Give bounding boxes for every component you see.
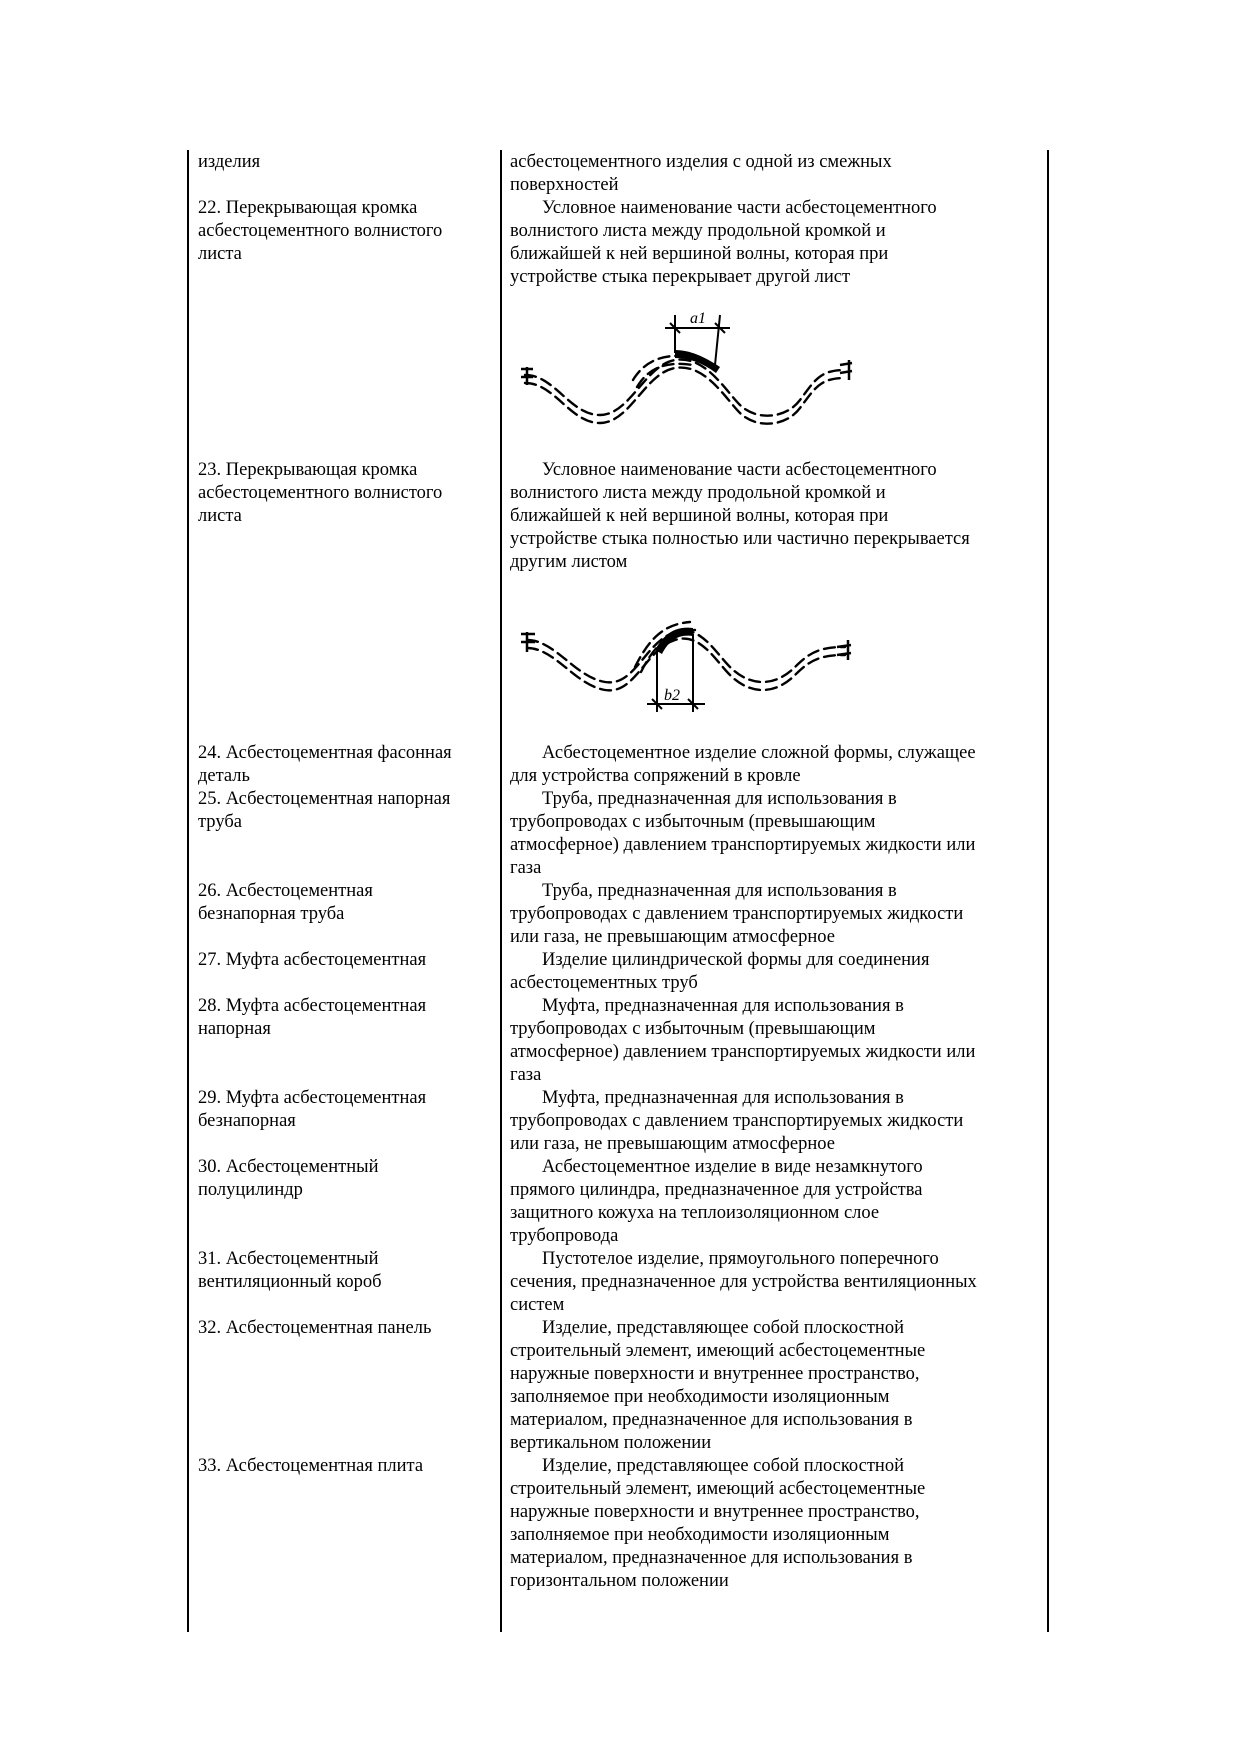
definition-cell: Муфта, предназначенная для использования в трубопроводах с избыточным (превышающим атмосферное) давлением транспортируемых жидкости или газа	[510, 996, 976, 1085]
term-cell: 26. Асбестоцементная безнапорная труба	[198, 881, 373, 924]
term-cell: изделия	[198, 152, 261, 172]
term-cell: 23. Перекрывающая кромка асбестоцементного волнистого листа	[198, 460, 443, 526]
definition-cell: Условное наименование части асбестоцементного волнистого листа между продольной кромкой и ближайшей к ней вершиной волны, которая при устройстве стыка перекрывает другой лист	[510, 198, 937, 287]
definition-cell: Асбестоцементное изделие в виде незамкнутого прямого цилиндра, предназначенное для устройства защитного кожуха на теплоизоляционном слое трубопровода	[510, 1157, 923, 1246]
corrugated-sheet-overlap-figure-a1	[515, 305, 855, 440]
figure-label-a1: a1	[690, 310, 706, 327]
term-cell: 25. Асбестоцементная напорная труба	[198, 789, 451, 832]
definition-cell: Пустотелое изделие, прямоугольного поперечного сечения, предназначенное для устройства вентиляционных систем	[510, 1249, 977, 1315]
term-cell: 27. Муфта асбестоцементная	[198, 950, 427, 970]
term-cell: 32. Асбестоцементная панель	[198, 1318, 432, 1338]
definition-cell: Условное наименование части асбестоцементного волнистого листа между продольной кромкой и ближайшей к ней вершиной волны, которая при устройстве стыка полностью или частично перекрывается другим листом	[510, 460, 970, 572]
definition-cell: Труба, предназначенная для использования в трубопроводах с избыточным (превышающим атмосферное) давлением транспортируемых жидкости или газа	[510, 789, 976, 878]
term-cell: 29. Муфта асбестоцементная безнапорная	[198, 1088, 427, 1131]
definition-cell: асбестоцементного изделия с одной из смежных поверхностей	[510, 152, 892, 195]
term-cell: 22. Перекрывающая кромка асбестоцементного волнистого листа	[198, 198, 443, 264]
definition-cell: Труба, предназначенная для использования в трубопроводах с давлением транспортируемых жидкости или газа, не превышающим атмосферное	[510, 881, 964, 947]
table-border-right	[1047, 150, 1049, 1632]
table-column-divider	[500, 150, 502, 1632]
corrugated-sheet-overlap-figure-b2	[515, 612, 855, 722]
definition-cell: Изделие цилиндрической формы для соединения асбестоцементных труб	[510, 950, 930, 993]
term-cell: 33. Асбестоцементная плита	[198, 1456, 424, 1476]
definition-cell: Изделие, представляющее собой плоскостной строительный элемент, имеющий асбестоцементные наружные поверхности и внутреннее пространство, заполняемое при необходимости изоляционным материалом, предназначенное для использования в горизонтальном положении	[510, 1456, 926, 1591]
term-cell: 30. Асбестоцементный полуцилиндр	[198, 1157, 379, 1200]
term-cell: 28. Муфта асбестоцементная напорная	[198, 996, 427, 1039]
definition-cell: Асбестоцементное изделие сложной формы, служащее для устройства сопряжений в кровле	[510, 743, 976, 786]
definition-cell: Муфта, предназначенная для использования в трубопроводах с давлением транспортируемых жидкости или газа, не превышающим атмосферное	[510, 1088, 964, 1154]
figure-label-b2: b2	[664, 687, 680, 704]
definition-cell: Изделие, представляющее собой плоскостной строительный элемент, имеющий асбестоцементные наружные поверхности и внутреннее пространство, заполняемое при необходимости изоляционным материалом, предназначенное для использования в вертикальном положении	[510, 1318, 926, 1453]
term-cell: 24. Асбестоцементная фасонная деталь	[198, 743, 452, 786]
term-cell: 31. Асбестоцементный вентиляционный короб	[198, 1249, 382, 1292]
table-border-left	[187, 150, 189, 1632]
